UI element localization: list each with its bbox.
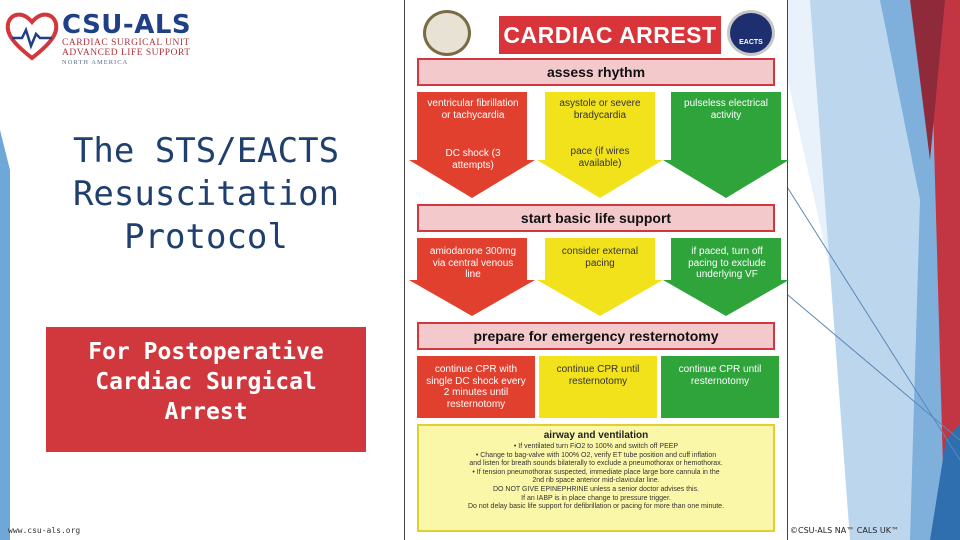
title-line: The STS/EACTS <box>72 131 340 171</box>
chart-header <box>417 6 777 58</box>
cpr-text-yellow: continue CPR until resternotomy <box>556 364 640 387</box>
protocol-chart <box>404 0 788 540</box>
airway-ventilation-box <box>417 424 775 532</box>
subtitle-line: For Postoperative <box>88 339 324 365</box>
left-accent-bar <box>0 130 10 540</box>
decorative-side-panel <box>770 0 960 540</box>
assess-rhythm-bar: assess rhythm <box>417 58 775 86</box>
turn-off-pacing-text: if paced, turn off pacing to exclude underlying VF <box>688 246 766 280</box>
cpr-text-shock: continue CPR with single DC shock every 2 minutes until resternotomy <box>426 364 526 410</box>
airway-line: • Change to bag-valve with 100% O2, verify ET tube position and cuff inflation <box>475 451 717 459</box>
airway-line: 2nd rib space anterior mid-clavicular line. <box>532 477 660 485</box>
vf-action: DC shock (3 attempts) <box>445 148 501 171</box>
subtitle-line: Cardiac Surgical <box>95 369 317 395</box>
subtitle-box <box>46 327 366 452</box>
asystole-label: asystole or severe bradycardia <box>559 98 641 121</box>
airway-line: If an IABP is in place change to pressure trigger. <box>521 494 671 502</box>
logo-title: CSU-ALS <box>62 10 192 40</box>
basic-life-support-bar: start basic life support <box>417 204 775 232</box>
airway-line: DO NOT GIVE EPINEPHRINE unless a senior doctor advises this. <box>492 485 700 493</box>
logo-line-1: CARDIAC SURGICAL UNIT <box>62 38 190 48</box>
heart-logo-icon <box>4 8 60 64</box>
airway-line: • If ventilated turn FiO2 to 100% and switch off PEEP <box>513 443 679 450</box>
asystole-action: pace (if wires available) <box>570 146 630 169</box>
cpr-text-green: continue CPR until resternotomy <box>678 364 762 387</box>
airway-line: • If tension pneumothorax suspected, immediate place large bore cannula in the <box>472 468 720 476</box>
website-link[interactable]: www.csu-als.org <box>8 526 81 535</box>
sts-seal-icon <box>423 10 471 56</box>
external-pacing-text: consider external pacing <box>561 246 639 269</box>
logo-line-3: NORTH AMERICA <box>62 59 129 66</box>
vf-label: ventricular fibrillation or tachycardia <box>427 98 519 121</box>
title-line: Protocol <box>124 217 288 257</box>
cardiac-arrest-title: CARDIAC ARREST <box>499 16 721 54</box>
eacts-seal-icon: EACTS <box>727 10 775 56</box>
csu-als-logo <box>4 6 194 64</box>
subtitle-line: Arrest <box>164 399 248 425</box>
airway-title: airway and ventilation <box>543 430 649 441</box>
copyright-footer: ©CSU-ALS NA™ CALS UK™ <box>790 526 900 535</box>
airway-line: Do not delay basic life support for defibrillation or pacing for more than one minute. <box>467 503 725 511</box>
resternotomy-bar: prepare for emergency resternotomy <box>417 322 775 350</box>
slide-title <box>46 130 366 259</box>
amiodarone-text: amiodarone 300mg via central venous line <box>429 246 517 280</box>
pea-label: pulseless electrical activity <box>684 98 768 121</box>
title-line: Resuscitation <box>72 174 340 214</box>
airway-line: and listen for breath sounds bilaterally to exclude a pneumothorax or hemothorax. <box>469 460 723 468</box>
logo-line-2: ADVANCED LIFE SUPPORT <box>62 48 191 58</box>
